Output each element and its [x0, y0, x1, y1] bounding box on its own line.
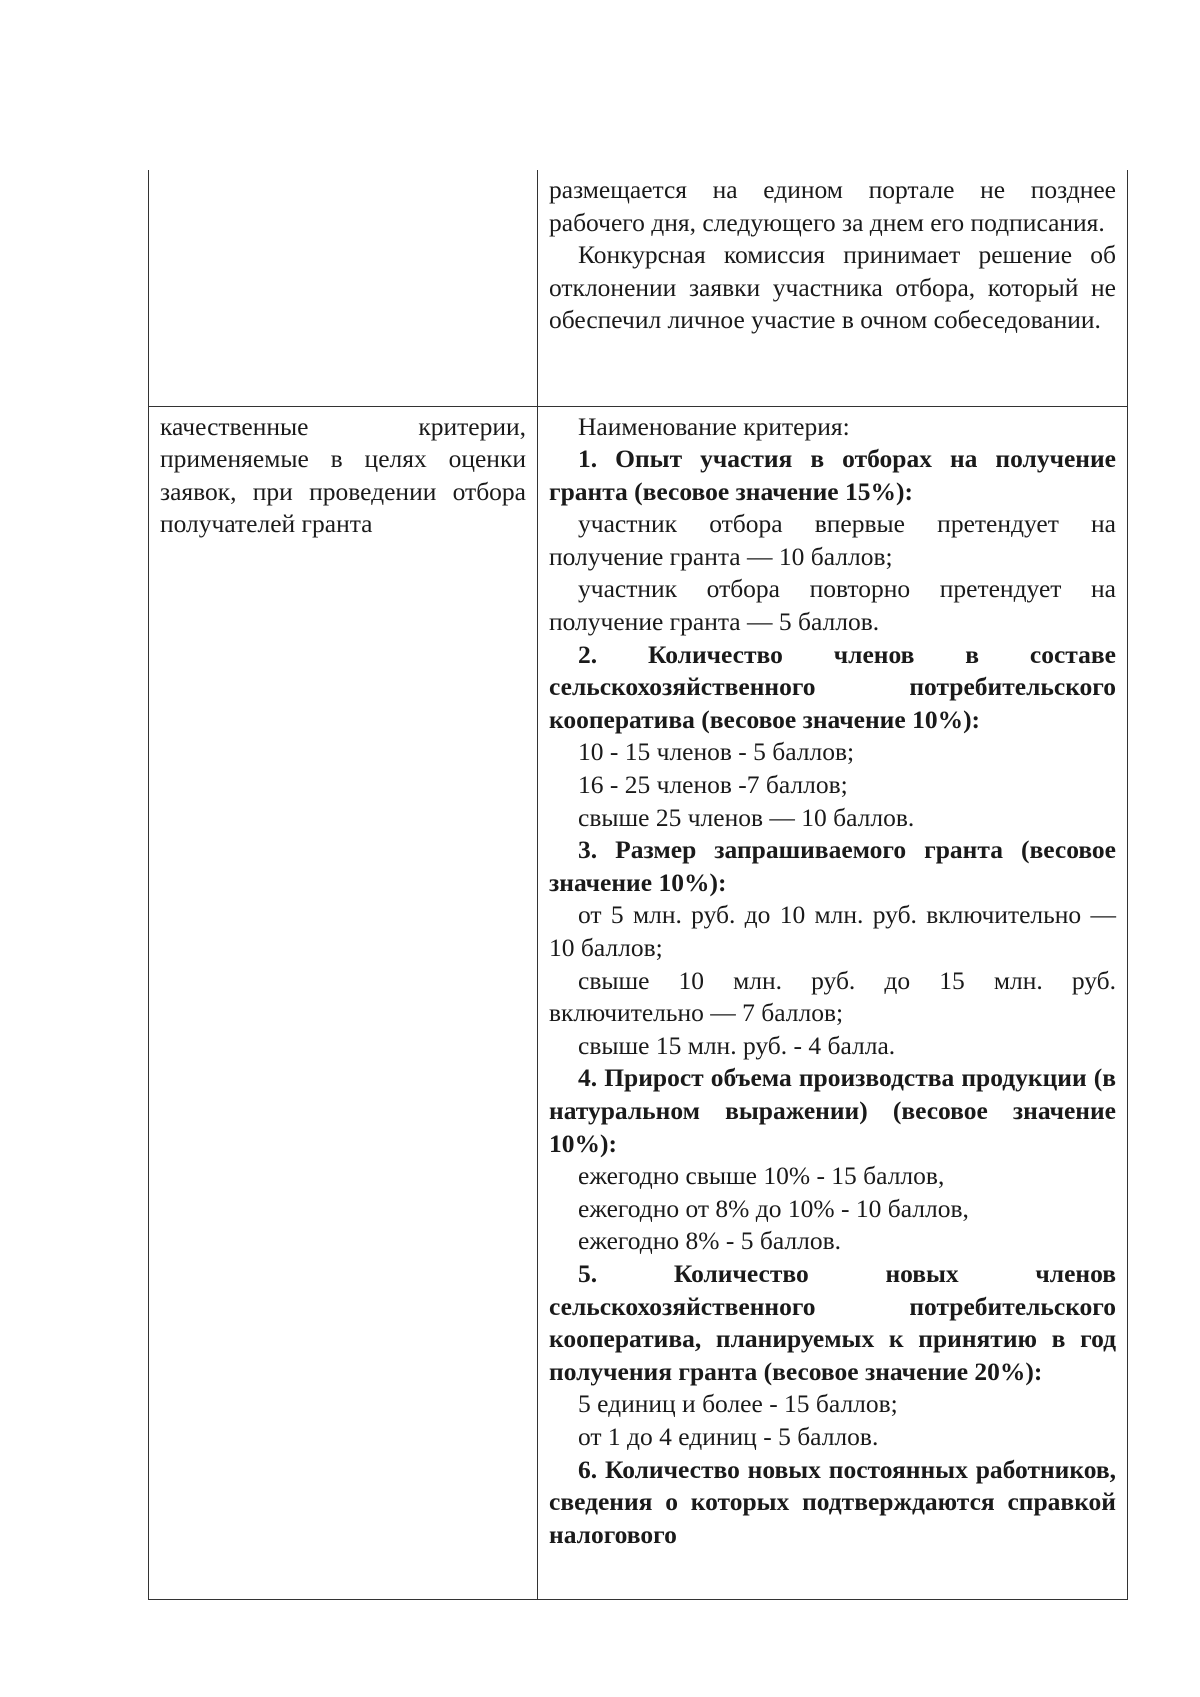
table-row — [149, 406, 1128, 1600]
criteria-intro: Наименование критерия: — [578, 411, 850, 441]
criterion-item: 16 - 25 членов -7 баллов; — [578, 770, 848, 800]
criterion-title: 2. Количество членов в составе сельскохозяйственного потребительского кооператива (весовое значение 10%): — [549, 639, 1116, 734]
criteria-table — [148, 170, 1128, 1600]
criterion-title: 5. Количество новых членов сельскохозяйственного потребительского кооператива, планируемых к принятию в год получения гранта (весовое значение 20%): — [549, 1258, 1116, 1386]
criterion-item: от 5 млн. руб. до 10 млн. руб. включительно — 10 баллов; — [549, 900, 1116, 962]
criterion-item: участник отбора впервые претендует на получение гранта — 10 баллов; — [549, 509, 1116, 571]
table-row — [149, 170, 1128, 406]
criterion-item: свыше 25 членов — 10 баллов. — [578, 802, 915, 832]
criterion-title: 4. Прирост объема производства продукции (в натуральном выражении) (весовое значение 10%): — [549, 1063, 1116, 1158]
criterion-title: 6. Количество новых постоянных работников, сведения о которых подтверждаются справкой налогового — [549, 1454, 1116, 1549]
criterion-item: ежегодно свыше 10% - 15 баллов, — [578, 1161, 945, 1191]
criterion-item: 10 - 15 членов - 5 баллов; — [578, 737, 855, 767]
criteria-label: качественные критерии, применяемые в целях оценки заявок, при проведении отбора получателей гранта — [160, 411, 526, 539]
left-cell — [149, 406, 538, 1600]
right-cell — [538, 170, 1128, 406]
criterion-item: свыше 10 млн. руб. до 15 млн. руб. включительно — 7 баллов; — [549, 965, 1116, 1028]
criterion-item: от 1 до 4 единиц - 5 баллов. — [578, 1421, 879, 1451]
criterion-item: ежегодно от 8% до 10% - 10 баллов, — [578, 1193, 969, 1223]
criterion-title: 3. Размер запрашиваемого гранта (весовое значение 10%): — [549, 835, 1116, 897]
paragraph: Конкурсная комиссия принимает решение об отклонении заявки участника отбора, который не обеспечил личное участие в очном собеседовании. — [549, 240, 1116, 335]
criterion-item: 5 единиц и более - 15 баллов; — [578, 1389, 898, 1419]
criterion-item: свыше 15 млн. руб. - 4 балла. — [578, 1030, 896, 1060]
paragraph: размещается на едином портале не позднее рабочего дня, следующего за днем его подписания. — [549, 175, 1116, 237]
criterion-item: ежегодно 8% - 5 баллов. — [578, 1226, 841, 1256]
criterion-title: 1. Опыт участия в отборах на получение гранта (весовое значение 15%): — [549, 444, 1116, 506]
right-cell — [538, 406, 1128, 1600]
criterion-item: участник отбора повторно претендует на получение гранта — 5 баллов. — [549, 574, 1116, 637]
left-cell-empty — [149, 170, 538, 406]
